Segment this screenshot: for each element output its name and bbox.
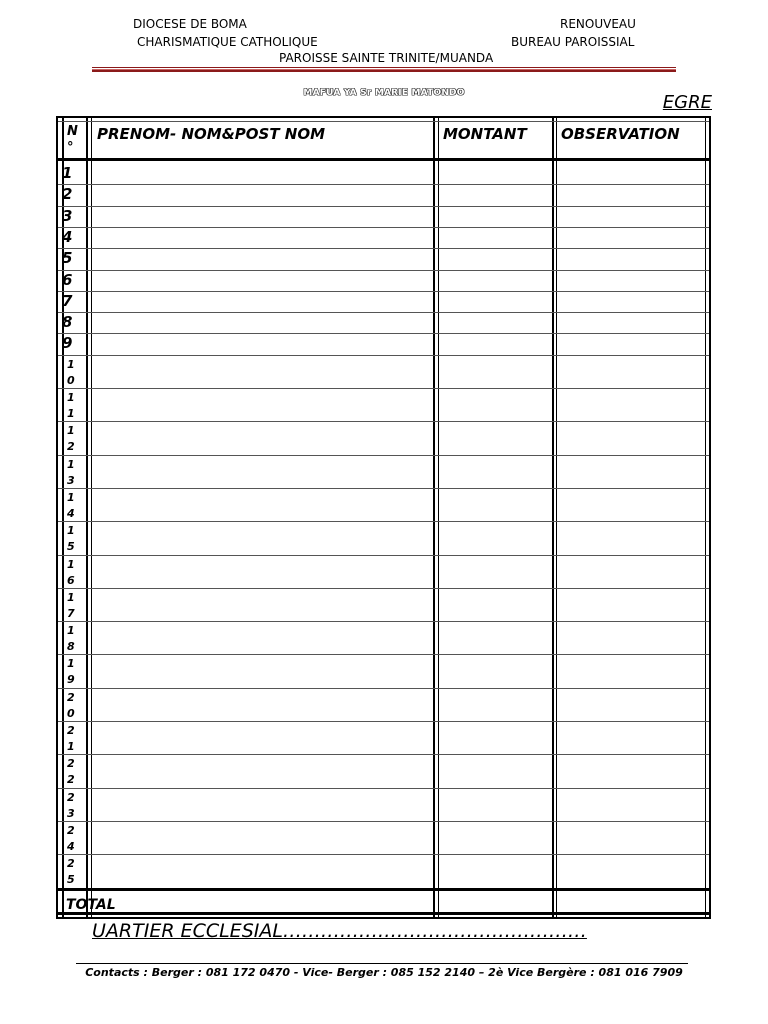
row-divider [58,688,709,689]
column-divider [556,118,557,917]
row-divider [58,654,709,655]
header-number-line: N [67,124,78,139]
row-number-digit: 4 [67,839,75,853]
row-number [62,315,84,330]
row-divider [58,588,709,589]
row-divider [58,488,709,489]
row-number-digit: 2 [67,440,75,454]
contacts-line: Contacts : Berger : 081 172 0470 - Vice- Berger : 085 152 2140 – 2è Vice Bergère : 081 016 7909 [85,966,683,979]
row-number-digit: 2 [67,857,75,871]
contribution-table [56,116,711,919]
row-divider [58,721,709,722]
header-amount: MONTANT [443,125,527,143]
row-number-digit: 8 [67,640,75,654]
row-number-digit: 9 [62,334,73,353]
row-number [62,723,89,755]
row-divider [58,121,709,122]
row-number-digit: 2 [67,790,75,804]
row-number [62,457,89,489]
row-divider [58,248,709,249]
row-number [62,166,84,181]
row-number-digit: 1 [62,164,73,182]
row-divider [58,621,709,622]
footer-divider [76,963,688,964]
charismatique-label: CHARISMATIQUE CATHOLIQUE [137,35,318,49]
row-number [62,357,89,389]
document-subtitle: MAFUA YA Sr MARIE MATONDO [303,88,465,98]
row-number-digit: 1 [67,524,75,538]
row-number [62,390,89,422]
row-divider [58,754,709,755]
row-number-digit: 2 [62,185,73,204]
row-number-digit: 0 [67,706,75,720]
row-number-digit: 2 [67,724,75,737]
row-number [62,856,89,888]
row-divider [58,821,709,822]
row-number-digit: 1 [67,407,75,420]
row-number-digit: 8 [62,313,73,332]
header-observation: OBSERVATION [561,125,680,143]
row-number-digit: 0 [67,373,75,387]
row-number [62,490,89,522]
row-divider [58,854,709,855]
row-number-digit: 1 [67,740,75,753]
row-number-digit: 1 [67,624,75,638]
row-number-digit: 4 [62,227,73,246]
row-number-digit: 6 [67,573,75,587]
header-bottom-rule [58,158,709,161]
total-bottom-rule [58,912,709,915]
row-number [62,227,84,246]
row-number-digit: 1 [67,357,75,371]
row-divider [58,788,709,789]
row-number-digit: 1 [67,457,75,471]
diocese-label: DIOCESE DE BOMA [133,17,247,31]
column-divider [433,118,435,917]
row-divider [58,455,709,456]
row-divider [58,291,709,292]
row-number-digit: 7 [62,291,73,310]
row-number-digit: 9 [67,673,75,687]
row-number [62,823,89,855]
row-divider [58,270,709,271]
column-divider [705,118,706,917]
row-number-digit: 1 [67,657,75,671]
row-number-digit: 2 [67,823,75,837]
row-divider [58,206,709,207]
row-number-digit: 1 [67,424,75,438]
row-divider [58,355,709,356]
row-number [62,623,89,655]
row-number [62,423,89,455]
row-number [62,336,84,351]
row-number [62,557,89,589]
row-number-digit: 7 [67,606,75,620]
row-number-digit: 1 [67,391,75,404]
row-number-digit: 5 [67,540,75,554]
header-number-line: ° [67,140,74,155]
quartier-ecclesial: UARTIER ECCLESIAL………………………………………… [92,920,587,942]
row-number-digit: 5 [62,249,73,268]
row-number-digit: 2 [67,690,75,704]
row-number-digit: 2 [67,773,75,787]
row-number-digit: 3 [67,473,75,487]
row-divider [58,388,709,389]
header-divider [92,67,676,72]
header-name: PRENOM- NOM&POST NOM [97,125,326,143]
row-divider [58,333,709,334]
row-number-digit: 1 [67,590,75,604]
row-number [62,690,89,722]
row-number [62,206,84,225]
row-number [62,656,89,688]
row-divider [58,421,709,422]
header-number [67,124,78,156]
column-divider [438,118,439,917]
row-divider [58,184,709,185]
row-number [62,790,89,822]
column-divider [552,118,554,917]
row-divider [58,888,709,891]
corner-label: EGRE [662,92,712,113]
row-number-digit: 4 [67,506,75,520]
row-divider [58,312,709,313]
row-divider [58,521,709,522]
paroisse-label: PAROISSE SAINTE TRINITE/MUANDA [279,51,494,65]
row-number-digit: 3 [67,806,75,820]
row-divider [58,227,709,228]
row-number-digit: 3 [62,206,73,225]
row-number [62,756,89,788]
row-divider [58,555,709,556]
renouveau-label: RENOUVEAU [560,17,636,31]
row-number-digit: 2 [67,757,75,771]
row-number-digit: 6 [62,270,73,289]
row-number [62,251,84,266]
total-label: TOTAL [66,897,116,913]
row-number [62,590,89,622]
row-number-digit: 1 [67,490,75,504]
row-number [62,523,89,555]
row-number [62,270,84,289]
column-divider [91,118,92,917]
row-number-digit: 1 [67,557,75,571]
row-number [62,291,84,310]
bureau-label: BUREAU PAROISSIAL [511,35,635,49]
row-number [62,187,84,202]
row-number-digit: 5 [67,873,75,887]
